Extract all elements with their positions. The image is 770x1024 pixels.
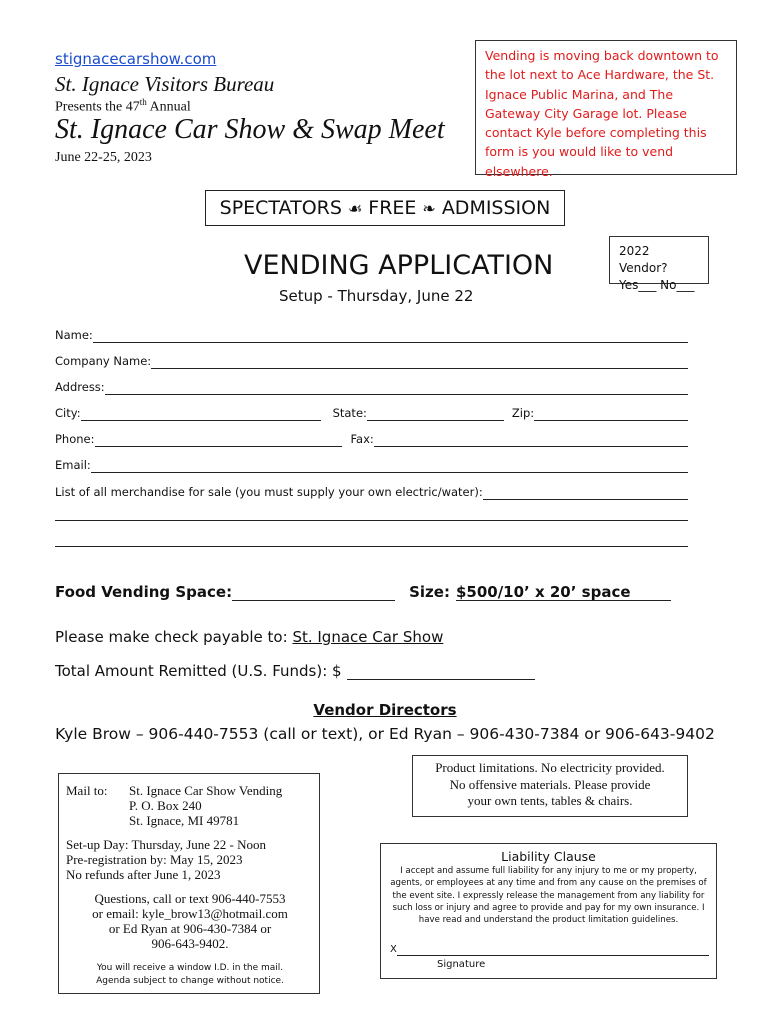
refund-policy: No refunds after June 1, 2023	[66, 867, 221, 882]
total-amount-field[interactable]	[347, 663, 535, 680]
event-title: St. Ignace Car Show & Swap Meet	[55, 114, 445, 145]
merchandise-label: List of all merchandise for sale (you must supply your own electric/water):	[55, 485, 483, 499]
spectators-banner	[205, 190, 565, 226]
page-title: VENDING APPLICATION	[244, 250, 554, 281]
address-line: St. Ignace, MI 49781	[129, 813, 240, 828]
merchandise-line-2[interactable]	[55, 520, 688, 521]
check-payable-label: Please make check payable to:	[55, 628, 293, 646]
vendor-directors-contacts: Kyle Brow – 906-440-7553 (call or text), or Ed Ryan – 906-430-7384 or 906-643-9402	[55, 725, 715, 743]
food-vending-field[interactable]	[232, 583, 395, 601]
banner-middle: FREE	[368, 197, 417, 219]
address-line: St. Ignace Car Show Vending	[129, 783, 283, 798]
presents-prefix: Presents the 47	[55, 99, 140, 115]
window-id-note	[59, 962, 321, 988]
mail-to-label: Mail to:	[66, 783, 108, 798]
email-field[interactable]	[91, 458, 688, 473]
fleuron-right-icon: ❧	[422, 198, 436, 218]
total-amount-row	[55, 662, 535, 680]
liability-title: Liability Clause	[501, 849, 596, 864]
product-line: No offensive materials. Please provide	[449, 776, 651, 792]
questions-line: 906-643-9402.	[151, 936, 229, 951]
zip-label: Zip:	[511, 406, 535, 420]
setup-day: Set-up Day: Thursday, June 22 - Noon	[66, 837, 267, 852]
signature-label: Signature	[437, 959, 486, 970]
banner-left: SPECTATORS	[219, 197, 342, 219]
fax-field[interactable]	[374, 432, 688, 447]
name-row	[55, 323, 688, 343]
prior-vendor-box[interactable]	[609, 236, 709, 292]
phone-field[interactable]	[95, 432, 342, 447]
note-line: Agenda subject to change without notice.	[96, 976, 284, 986]
food-vending-row	[55, 583, 671, 601]
phone-fax-row	[55, 427, 688, 447]
liability-clause-box	[380, 843, 717, 979]
merchandise-row	[55, 480, 688, 500]
vendor-directors-title: Vendor Directors	[313, 701, 457, 719]
email-row	[55, 453, 688, 473]
name-label: Name:	[55, 328, 93, 342]
setup-date: Setup - Thursday, June 22	[279, 287, 474, 305]
signature-x-mark: X	[390, 944, 397, 955]
relocation-notice: Vending is moving back downtown to the lot next to Ace Hardware, the St. Ignace Public Marina, and The Gateway City Garage lot. Please contact Kyle before completing this form is you would like to vend elsewhere.	[475, 40, 737, 175]
setup-info	[66, 837, 266, 882]
name-field[interactable]	[93, 328, 688, 343]
company-field[interactable]	[151, 354, 688, 369]
preregistration-deadline: Pre-registration by: May 15, 2023	[66, 852, 243, 867]
size-value: $500/10’ x 20’ space	[456, 583, 671, 601]
merchandise-field[interactable]	[483, 485, 688, 500]
fleuron-left-icon: ☙	[347, 198, 363, 218]
address-field[interactable]	[105, 380, 688, 395]
questions-contact	[59, 891, 321, 951]
product-limitations-box	[412, 755, 688, 817]
questions-line: Questions, call or text 906-440-7553	[94, 891, 286, 906]
presents-suffix: Annual	[146, 99, 191, 115]
total-amount-label: Total Amount Remitted (U.S. Funds): $	[55, 662, 342, 680]
address-label: Address:	[55, 380, 105, 394]
email-label: Email:	[55, 458, 91, 472]
questions-line: or Ed Ryan at 906-430-7384 or	[108, 921, 272, 936]
presents-line	[55, 97, 191, 116]
city-label: City:	[55, 406, 81, 420]
state-label: State:	[332, 406, 367, 420]
fax-label: Fax:	[350, 432, 374, 446]
zip-field[interactable]	[534, 406, 688, 421]
product-line: your own tents, tables & chairs.	[467, 793, 633, 808]
food-vending-label: Food Vending Space:	[55, 583, 233, 601]
mailing-address	[129, 783, 282, 828]
company-label: Company Name:	[55, 354, 152, 368]
event-dates: June 22-25, 2023	[55, 150, 152, 165]
banner-right: ADMISSION	[441, 197, 551, 219]
product-line: Product limitations. No electricity provided.	[435, 760, 665, 775]
size-label: Size:	[409, 583, 450, 601]
address-line: P. O. Box 240	[129, 798, 202, 813]
address-row	[55, 375, 688, 395]
prior-vendor-options[interactable]: Yes___ No___	[619, 278, 695, 292]
state-field[interactable]	[367, 406, 504, 421]
check-payable-row	[55, 628, 443, 646]
city-state-zip-row	[55, 401, 688, 421]
city-field[interactable]	[81, 406, 321, 421]
liability-text: I accept and assume full liability for any injury to me or my property, agents, or employees at any time and from any cause on the premises of the event site. I expressly release the management from any liability for such loss or injury and agree to provide and pay for my own insurance. I have read and understand the product limitation guidelines.	[390, 866, 707, 926]
bureau-name: St. Ignace Visitors Bureau	[55, 72, 275, 96]
website-link[interactable]: stignacecarshow.com	[55, 50, 217, 68]
check-payee: St. Ignace Car Show	[292, 628, 444, 646]
company-row	[55, 349, 688, 369]
merchandise-line-3[interactable]	[55, 546, 688, 547]
signature-field[interactable]	[397, 955, 709, 956]
questions-email[interactable]: or email: kyle_brow13@hotmail.com	[92, 906, 288, 921]
presents-ordinal: th	[139, 97, 147, 107]
prior-vendor-question: 2022 Vendor?	[619, 244, 668, 275]
phone-label: Phone:	[55, 432, 95, 446]
note-line: You will receive a window I.D. in the mail.	[96, 963, 284, 973]
mail-info-box	[58, 773, 320, 994]
